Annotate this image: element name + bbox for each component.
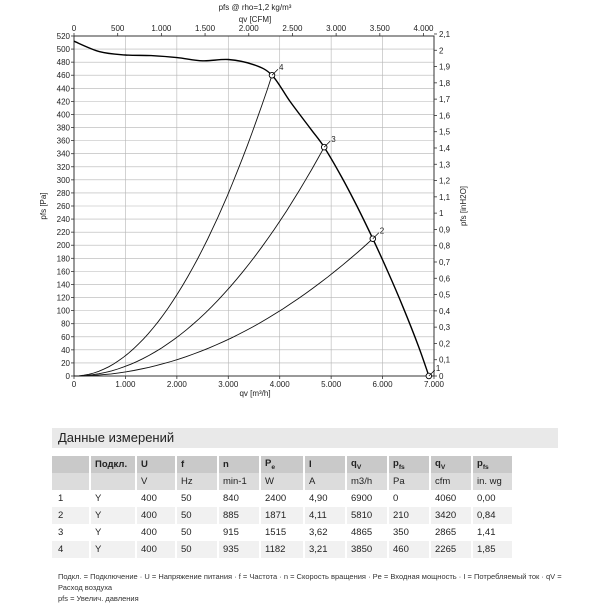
table-header-cell: U [136,456,176,473]
table-cell: 460 [388,541,430,558]
y-tick-label: 360 [56,136,70,146]
table-cell: 1182 [260,541,304,558]
chart-operating-points [269,63,441,379]
table-cell: 50 [176,541,218,558]
table-unit-cell: Hz [176,473,218,490]
table-cell: 400 [136,541,176,558]
x-tick-label: 3.000 [218,380,239,389]
table-cell: 1515 [260,524,304,541]
abbreviations-legend [58,571,578,604]
table-cell: 400 [136,524,176,541]
y-tick-label: 200 [56,241,70,251]
table-header-cell: Подкл. [90,456,136,473]
right-tick-label: 1,2 [439,176,451,186]
x-tick-label: 1.000 [115,380,136,389]
y-tick-label: 120 [56,293,70,303]
operating-point-label-2: 2 [379,226,385,236]
table-cell: 840 [218,490,260,507]
y-tick-label: 80 [61,319,70,329]
table-cell: 3 [52,524,90,541]
table-header-cell: $P_e$ [260,456,304,473]
right-tick-label: 0,3 [439,323,451,333]
table-units-row [52,473,513,490]
right-tick-label: 1,3 [439,160,451,170]
table-cell: 935 [218,541,260,558]
table-cell: 3420 [430,507,472,524]
right-tick-label: 0,4 [439,306,451,316]
right-tick-label: 0,8 [439,241,451,251]
table-cell: 1871 [260,507,304,524]
y-tick-label: 520 [56,32,70,41]
table-cell: 4,11 [304,507,346,524]
y-tick-label: 240 [56,215,70,225]
table-cell: 3,62 [304,524,346,541]
measurement-table [52,456,514,558]
y-tick-label: 20 [61,358,70,368]
y-tick-label: 0 [65,372,70,381]
measurement-data-title: Данные измерений [52,428,558,448]
top-tick-label: 2.000 [238,24,259,33]
table-unit-cell [52,473,90,490]
table-cell: 0,00 [472,490,513,507]
y-tick-label: 180 [56,254,70,264]
right-tick-label: 1,6 [439,111,451,121]
table-cell: 210 [388,507,430,524]
y-tick-label: 320 [56,162,70,172]
right-tick-label: 1,8 [439,78,451,88]
right-tick-label: 0,9 [439,225,451,235]
y-tick-label: 140 [56,280,70,290]
y-tick-label: 400 [56,110,70,120]
top-tick-label: 0 [71,24,77,33]
operating-point-label-4: 4 [279,63,284,73]
table-row [52,541,513,558]
table-header-cell [52,456,90,473]
x-tick-label: 2.000 [166,380,187,389]
table-cell: 2 [52,507,90,524]
right-tick-label: 1,4 [439,143,451,153]
y-tick-label: 160 [56,267,70,277]
table-unit-cell: min-1 [218,473,260,490]
y-tick-label: 420 [56,97,70,107]
y-tick-label: 380 [56,123,70,133]
table-cell: 4060 [430,490,472,507]
y-tick-label: 440 [56,84,70,94]
right-tick-label: 2 [439,46,444,56]
top-tick-label: 4.000 [413,24,434,33]
table-cell: 885 [218,507,260,524]
table-header-cell: n [218,456,260,473]
x-tick-label: 7.000 [423,380,445,389]
table-unit-cell: m3/h [346,473,388,490]
table-unit-cell: cfm [430,473,472,490]
y-tick-label: 480 [56,58,70,68]
right-tick-label: 0,6 [439,274,451,284]
table-cell: 400 [136,490,176,507]
table-cell: 3,21 [304,541,346,558]
y-tick-label: 340 [56,149,70,159]
chart-curves [74,41,429,376]
table-cell: Y [90,507,136,524]
table-unit-cell: V [136,473,176,490]
table-cell: 1,85 [472,541,513,558]
table-unit-cell: W [260,473,304,490]
top-tick-label: 500 [111,24,125,33]
y-tick-label: 260 [56,202,70,211]
system-curve-2 [74,147,324,376]
table-header-cell: I [304,456,346,473]
right-tick-label: 0 [439,372,444,381]
right-tick-label: 1,5 [439,127,451,137]
table-cell: 50 [176,524,218,541]
right-tick-label: 0,2 [439,339,451,349]
right-tick-label: 1,9 [439,62,451,72]
y-tick-label: 100 [56,306,70,316]
x-axis-label: qv [m³/h] [239,389,271,398]
operating-point-label-1: 1 [435,364,441,373]
right-tick-label: 1,7 [439,95,451,105]
table-header-cell: $q_V$ [430,456,472,473]
table-header-cell: f [176,456,218,473]
table-cell: 3850 [346,541,388,558]
y-tick-label: 60 [61,332,70,342]
table-unit-cell: Pa [388,473,430,490]
y-tick-label: 280 [56,188,70,198]
top-tick-label: 1.500 [195,24,216,33]
x-tick-label: 0 [71,380,77,389]
x-tick-label: 4.000 [269,380,290,389]
table-cell: 2865 [430,524,472,541]
right-axis-label: pfs [inH2O] [459,185,468,227]
chart-title: pfs @ rho=1,2 kg/m³ [218,3,292,12]
top-tick-label: 2.500 [282,24,303,33]
chart-tick-labels [57,24,451,389]
table-header-cell: $p_{fs}$ [472,456,513,473]
table-cell: Y [90,524,136,541]
table-cell: 5810 [346,507,388,524]
table-cell: 1 [52,490,90,507]
table-cell: 4865 [346,524,388,541]
table-cell: 350 [388,524,430,541]
right-tick-label: 0,5 [439,290,451,300]
table-cell: Y [90,490,136,507]
y-tick-label: 500 [56,45,70,55]
table-row [52,524,513,541]
table-cell: 50 [176,490,218,507]
table-cell: 4,90 [304,490,346,507]
right-tick-label: 2,1 [439,29,451,39]
y-tick-label: 300 [56,175,70,185]
top-tick-label: 3.500 [369,24,390,33]
operating-point-label-3: 3 [331,135,336,145]
x-tick-label: 5.000 [321,380,342,389]
right-tick-label: 1 [439,209,444,219]
table-header-cell: $p_{fs}$ [388,456,430,473]
table-unit-cell [90,473,136,490]
right-tick-label: 0,1 [439,355,451,365]
legend-line-2: pfs = Увелич. давления [58,594,139,603]
top-tick-label: 1.000 [151,24,172,33]
table-cell: 0,84 [472,507,513,524]
x-tick-label: 6.000 [372,380,393,389]
top-tick-label: 3.000 [326,24,347,33]
table-cell: 400 [136,507,176,524]
table-cell: 50 [176,507,218,524]
system-curve-1 [74,75,272,376]
table-unit-cell: in. wg [472,473,513,490]
table-header-cell: $q_V$ [346,456,388,473]
table-cell: 6900 [346,490,388,507]
fan-curve [74,41,429,376]
system-curve-3 [74,239,373,376]
table-unit-cell: A [304,473,346,490]
table-row [52,490,513,507]
legend-line-1: Подкл. = Подключение · U = Напряжение питания · f = Частота · n = Скорость вращения · Pe = Входная мощность · I = Потребляемый ток · qV = Расход воздуха [58,572,562,592]
table-header-row [52,456,513,473]
y-axis-label: pfs [Pa] [39,192,48,220]
table-cell: 2265 [430,541,472,558]
right-tick-label: 1,1 [439,192,451,202]
y-tick-label: 460 [56,71,70,81]
table-cell: 4 [52,541,90,558]
table-cell: 0 [388,490,430,507]
top-axis-label: qv [CFM] [238,15,272,24]
y-tick-label: 220 [56,228,70,238]
table-cell: 915 [218,524,260,541]
table-cell: Y [90,541,136,558]
right-tick-label: 0,7 [439,257,451,267]
table-cell: 1,41 [472,524,513,541]
table-cell: 2400 [260,490,304,507]
chart-grid [74,36,434,376]
table-row [52,507,513,524]
y-tick-label: 40 [61,345,70,355]
